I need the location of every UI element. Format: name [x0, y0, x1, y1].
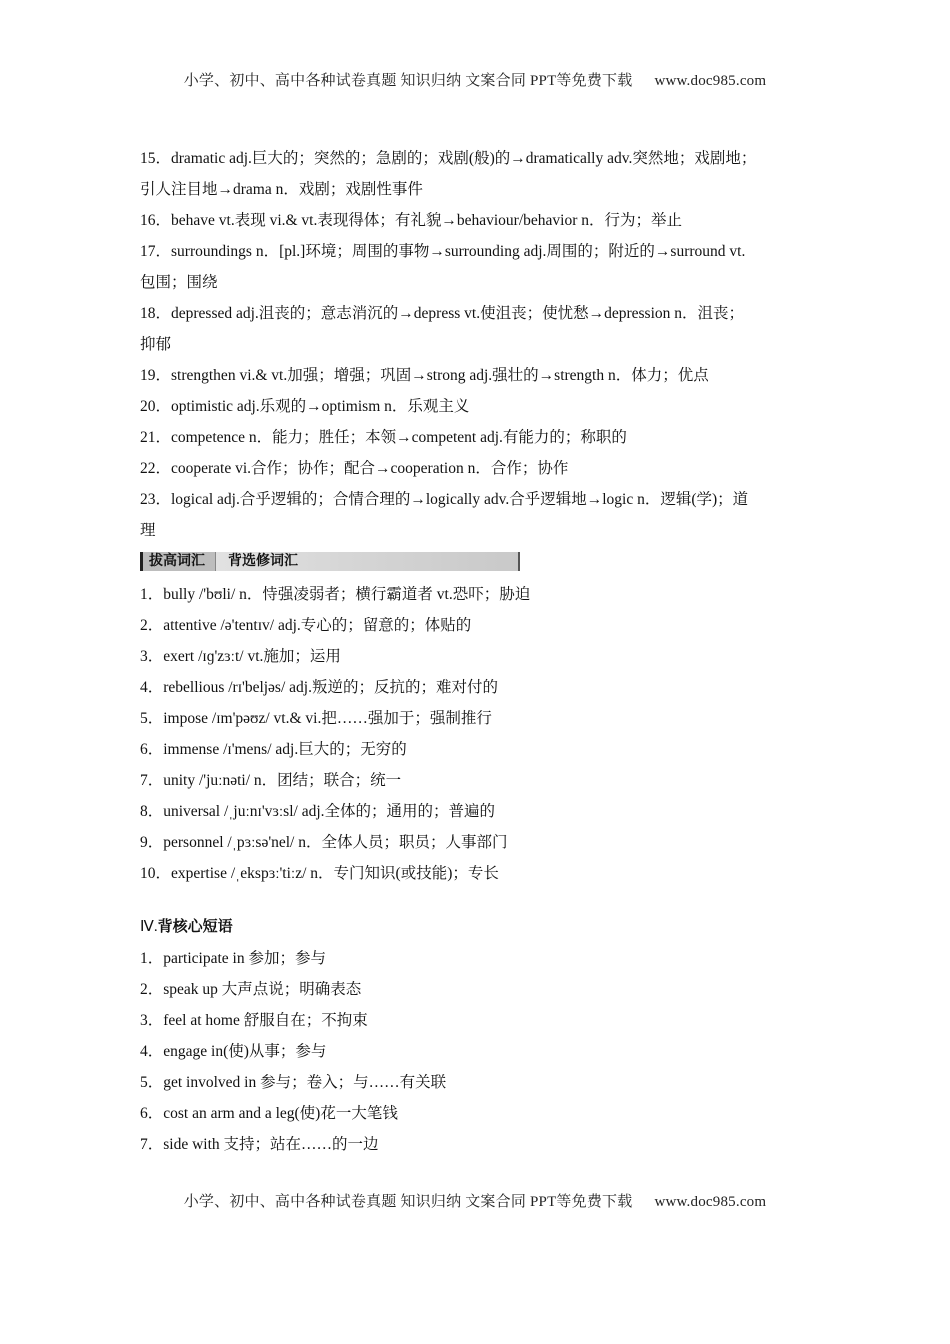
vocab-line: 理	[140, 522, 156, 539]
vocab-line: 包围；围绕	[140, 274, 218, 291]
footer-banner	[0, 1190, 950, 1211]
advanced-vocab-line: 4．rebellious /rɪ'beljəs/ adj.叛逆的；反抗的；难对付的	[140, 679, 498, 696]
vocab-line: 抑郁	[140, 336, 172, 353]
phrase-line: 4．engage in(使)从事；参与	[140, 1043, 327, 1060]
vocab-line: 19．strengthen vi.& vt.加强；增强；巩固→strong adj.强壮的→strength n．体力；优点	[140, 367, 709, 384]
footer-banner-url[interactable]: www.doc985.com	[654, 1194, 767, 1210]
phrase-line: 5．get involved in 参与；卷入；与……有关联	[140, 1074, 447, 1091]
phrase-list	[140, 943, 820, 1160]
advanced-vocab-line: 10．expertise /ˌekspɜː'tiːz/ n．专门知识(或技能)；专长	[140, 865, 499, 882]
section-spacer	[140, 889, 820, 911]
phrase-line: 2．speak up 大声点说；明确表态	[140, 981, 362, 998]
vocab-line: 20．optimistic adj.乐观的→optimism n．乐观主义	[140, 398, 470, 415]
phrase-line: 6．cost an arm and a leg(使)花一大笔钱	[140, 1105, 398, 1122]
advanced-vocab-line: 6．immense /ɪ'mens/ adj.巨大的；无穷的	[140, 741, 407, 758]
advanced-vocab-line: 1．bully /'bʊli/ n．恃强凌弱者；横行霸道者 vt.恐吓；胁迫	[140, 586, 531, 603]
vocab-line: 17．surroundings n．[pl.]环境；周围的事物→surrounding adj.周围的；附近的→surround vt.	[140, 243, 746, 260]
advanced-vocab-line: 5．impose /ɪm'pəʊz/ vt.& vi.把……强加于；强制推行	[140, 710, 492, 727]
phrase-section-heading	[140, 911, 820, 943]
advanced-vocab-line: 3．exert /ɪɡ'zɜːt/ vt.施加；运用	[140, 648, 341, 665]
phrase-section-number: Ⅳ.	[140, 919, 158, 935]
footer-banner-text: 小学、初中、高中各种试卷真题 知识归纳 文案合同 PPT等免费下载	[183, 1194, 633, 1210]
vocab-line: 16．behave vt.表现 vi.& vt.表现得体；有礼貌→behaviour/behavior n．行为；举止	[140, 212, 683, 229]
section-subtitle: 背选修词汇	[228, 553, 298, 569]
advanced-vocab-line: 7．unity /'juːnəti/ n．团结；联合；统一	[140, 772, 402, 789]
header-banner-url[interactable]: www.doc985.com	[654, 73, 767, 89]
vocab-list	[140, 143, 820, 546]
section-tag: 拔高词汇	[143, 552, 216, 571]
phrase-line: 7．side with 支持；站在……的一边	[140, 1136, 379, 1153]
document-body	[140, 143, 820, 1160]
vocab-line: 引人注目地→drama n．戏剧；戏剧性事件	[140, 181, 423, 198]
vocab-line: 23．logical adj.合乎逻辑的；合情合理的→logically adv.合乎逻辑地→logic n．逻辑(学)；道	[140, 491, 749, 508]
header-banner-text: 小学、初中、高中各种试卷真题 知识归纳 文案合同 PPT等免费下载	[183, 73, 633, 89]
advanced-vocab-line: 9．personnel /ˌpɜːsə'nel/ n．全体人员；职员；人事部门	[140, 834, 508, 851]
advanced-vocab-line: 2．attentive /ə'tentɪv/ adj.专心的；留意的；体贴的	[140, 617, 472, 634]
vocab-line: 18．depressed adj.沮丧的；意志消沉的→depress vt.使沮丧；使忧愁→depression n．沮丧；	[140, 305, 745, 322]
advanced-vocab-list	[140, 579, 820, 889]
vocab-line: 21．competence n．能力；胜任；本领→competent adj.有能力的；称职的	[140, 429, 627, 446]
advanced-vocab-section-bar	[140, 552, 520, 571]
vocab-line: 15．dramatic adj.巨大的；突然的；急剧的；戏剧(般)的→dramatically adv.突然地；戏剧地；	[140, 150, 757, 167]
vocab-line: 22．cooperate vi.合作；协作；配合→cooperation n．合作；协作	[140, 460, 569, 477]
phrase-section-title: 背核心短语	[157, 917, 233, 935]
advanced-vocab-line: 8．universal /ˌjuːnɪ'vɜːsl/ adj.全体的；通用的；普遍的	[140, 803, 496, 820]
phrase-line: 1．participate in 参加；参与	[140, 950, 326, 967]
phrase-line: 3．feel at home 舒服自在；不拘束	[140, 1012, 368, 1029]
header-banner	[0, 69, 950, 90]
